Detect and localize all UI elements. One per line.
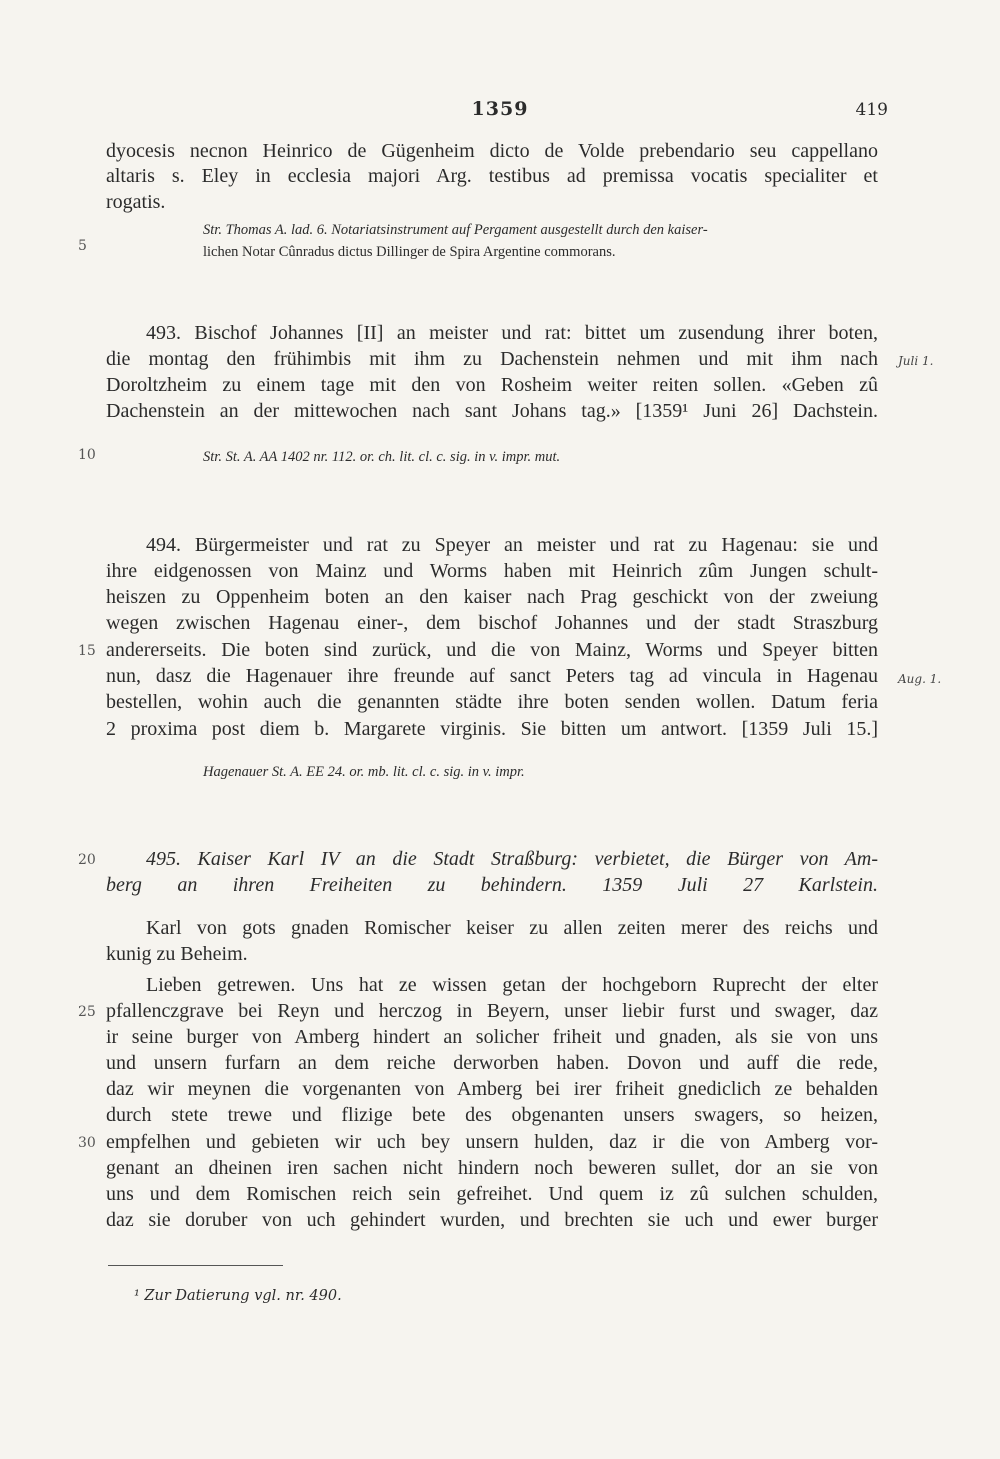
line-number: 20 xyxy=(78,852,96,868)
text-line: dyocesis necnon Heinrico de Gügenheim dicto de Volde prebendario seu cappellano xyxy=(106,140,878,162)
text-line: Doroltzheim zu einem tage mit den von Rosheim weiter reiten sollen. «Geben zû xyxy=(106,374,878,396)
entry-495-heading: 495. Kaiser Karl IV an die Stadt Straßburg: verbietet, die Bürger von Am- xyxy=(146,848,878,870)
source-note-line: Hagenauer St. A. EE 24. or. mb. lit. cl. c. sig. in v. impr. xyxy=(203,764,525,780)
running-header-year: 1359 xyxy=(471,98,529,120)
page-number: 419 xyxy=(855,100,888,120)
text-line: durch stete trewe und flizige bete des obgenanten unsers swagers, so heizen, xyxy=(106,1104,878,1126)
text-line: Lieben getrewen. Uns hat ze wissen getan der hochgeborn Ruprecht der elter xyxy=(146,974,878,996)
text-line: bestellen, wohin auch die genannten städte ihre boten senden wollen. Datum feria xyxy=(106,691,878,713)
source-note-line: Str. St. A. AA 1402 nr. 112. or. ch. lit. cl. c. sig. in v. impr. mut. xyxy=(203,449,561,465)
text-line: 2 proxima post diem b. Margarete virginis. Sie bitten um antwort. [1359 Juli 15.] xyxy=(106,718,878,740)
text-line: altaris s. Eley in ecclesia majori Arg. testibus ad premissa vocatis specialiter et xyxy=(106,165,878,187)
text-line: andererseits. Die boten sind zurück, und die von Mainz, Worms und Speyer bitten xyxy=(106,639,878,661)
text-line: und unsern furfarn an dem reiche derworben haben. Dovon und auff die rede, xyxy=(106,1052,878,1074)
text-line: wegen zwischen Hagenau einer-, dem bischof Johannes und der stadt Straszburg xyxy=(106,612,878,634)
text-line: rogatis. xyxy=(106,191,166,213)
text-line: kunig zu Beheim. xyxy=(106,943,248,965)
margin-date: Juli 1. xyxy=(898,354,934,368)
footnote: ¹ Zur Datierung vgl. nr. 490. xyxy=(134,1288,342,1304)
text-line: pfallenczgrave bei Reyn und herczog in Beyern, unser liebir furst und swager, daz xyxy=(106,1000,878,1022)
margin-date: Aug. 1. xyxy=(898,672,942,686)
footnote-rule xyxy=(108,1265,283,1266)
text-line: Dachenstein an der mittewochen nach sant Johans tag.» [1359¹ Juni 26] Dachstein. xyxy=(106,400,878,422)
text-line: daz wir meynen die vorgenanten von Amberg bei irer friheit gnediclich ze behalden xyxy=(106,1078,878,1100)
line-number: 30 xyxy=(78,1135,96,1151)
text-line: ihre eidgenossen von Mainz und Worms haben mit Heinrich zûm Jungen schult- xyxy=(106,560,878,582)
text-line: die montag den frühimbis mit ihm zu Dachenstein nehmen und mit ihm nach xyxy=(106,348,878,370)
line-number: 5 xyxy=(78,238,87,254)
source-note-line: lichen Notar Cûnradus dictus Dillinger de Spira Argentine commorans. xyxy=(203,244,616,260)
source-note-line: Str. Thomas A. lad. 6. Notariatsinstrument auf Pergament ausgestellt durch den kaiser- xyxy=(203,222,708,238)
text-line: daz sie doruber von uch gehindert wurden, und brechten sie uch und ewer burger xyxy=(106,1209,878,1231)
text-line: empfelhen und gebieten wir uch bey unsern hulden, daz ir die von Amberg vor- xyxy=(106,1131,878,1153)
text-line: nun, dasz die Hagenauer ihre freunde auf sanct Peters tag ad vincula in Hagenau xyxy=(106,665,878,687)
line-number: 10 xyxy=(78,447,96,463)
text-line: genant an dheinen iren sachen nicht hindern noch beweren sullet, dor an sie von xyxy=(106,1157,878,1179)
text-line: ir seine burger von Amberg hindert an solicher friheit und gnaden, als sie von uns xyxy=(106,1026,878,1048)
entry-493-heading: 493. Bischof Johannes [II] an meister und rat: bittet um zusendung ihrer boten, xyxy=(146,322,878,344)
text-line: uns und dem Romischen reich sein gefreihet. Und quem iz zû sulchen schulden, xyxy=(106,1183,878,1205)
text-line: Karl von gots gnaden Romischer keiser zu allen zeiten merer des reichs und xyxy=(146,917,878,939)
text-line: heiszen zu Oppenheim boten an den kaiser nach Prag geschickt von der zweiung xyxy=(106,586,878,608)
entry-494-heading: 494. Bürgermeister und rat zu Speyer an meister und rat zu Hagenau: sie und xyxy=(146,534,878,556)
line-number: 25 xyxy=(78,1004,96,1020)
text-line: berg an ihren Freiheiten zu behindern. 1359 Juli 27 Karlstein. xyxy=(106,874,878,896)
line-number: 15 xyxy=(78,643,96,659)
